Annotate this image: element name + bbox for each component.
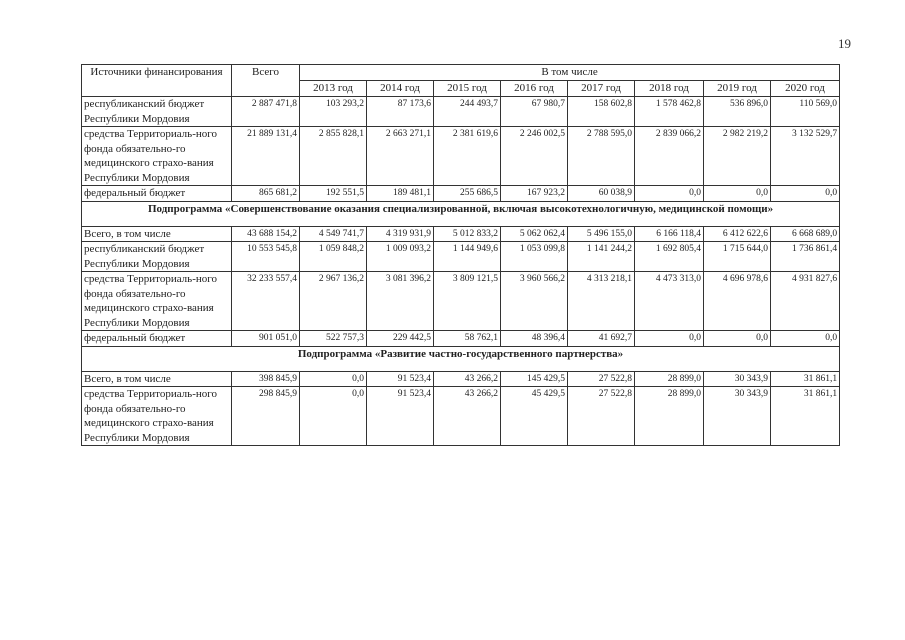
- header-including: В том числе: [300, 65, 840, 81]
- value-cell: 43 266,2: [434, 371, 501, 387]
- source-cell: Всего, в том числе: [82, 226, 232, 242]
- value-cell: 43 266,2: [434, 387, 501, 446]
- header-year: 2016 год: [501, 81, 568, 97]
- value-cell: 60 038,9: [568, 186, 635, 202]
- value-cell: 0,0: [635, 331, 704, 347]
- header-year: 2020 год: [771, 81, 840, 97]
- value-cell: 1 059 848,2: [300, 242, 367, 272]
- value-cell: 4 319 931,9: [367, 226, 434, 242]
- header-row: [82, 65, 840, 81]
- value-cell: 4 473 313,0: [635, 272, 704, 331]
- value-cell: 27 522,8: [568, 371, 635, 387]
- table-row: [82, 127, 840, 186]
- value-cell: 5 012 833,2: [434, 226, 501, 242]
- value-cell: 3 132 529,7: [771, 127, 840, 186]
- value-cell: 32 233 557,4: [232, 272, 300, 331]
- value-cell: 91 523,4: [367, 371, 434, 387]
- value-cell: 31 861,1: [771, 371, 840, 387]
- value-cell: 4 931 827,6: [771, 272, 840, 331]
- value-cell: 4 549 741,7: [300, 226, 367, 242]
- value-cell: 192 551,5: [300, 186, 367, 202]
- subprogram-title: Подпрограмма «Совершенствование оказания специализированной, включая высокотехнологичную, медицинской помощи»: [82, 201, 840, 226]
- value-cell: 167 923,2: [501, 186, 568, 202]
- source-cell: Всего, в том числе: [82, 371, 232, 387]
- header-year: 2018 год: [635, 81, 704, 97]
- value-cell: 0,0: [300, 371, 367, 387]
- value-cell: 3 809 121,5: [434, 272, 501, 331]
- value-cell: 58 762,1: [434, 331, 501, 347]
- value-cell: 27 522,8: [568, 387, 635, 446]
- table-row: [82, 242, 840, 272]
- value-cell: 2 967 136,2: [300, 272, 367, 331]
- value-cell: 522 757,3: [300, 331, 367, 347]
- value-cell: 0,0: [771, 186, 840, 202]
- value-cell: 67 980,7: [501, 97, 568, 127]
- value-cell: 158 602,8: [568, 97, 635, 127]
- value-cell: 0,0: [704, 331, 771, 347]
- value-cell: 28 899,0: [635, 371, 704, 387]
- value-cell: 2 381 619,6: [434, 127, 501, 186]
- source-cell: средства Территориаль-ного фонда обязательно-го медицинского страхо-вания Республики Мордовия: [82, 387, 232, 446]
- value-cell: 28 899,0: [635, 387, 704, 446]
- value-cell: 21 889 131,4: [232, 127, 300, 186]
- header-year: 2019 год: [704, 81, 771, 97]
- source-cell: федеральный бюджет: [82, 186, 232, 202]
- value-cell: 298 845,9: [232, 387, 300, 446]
- value-cell: 865 681,2: [232, 186, 300, 202]
- value-cell: 4 696 978,6: [704, 272, 771, 331]
- value-cell: 43 688 154,2: [232, 226, 300, 242]
- subprogram-row: [82, 201, 840, 226]
- value-cell: 1 144 949,6: [434, 242, 501, 272]
- header-year: 2017 год: [568, 81, 635, 97]
- value-cell: 5 496 155,0: [568, 226, 635, 242]
- value-cell: 229 442,5: [367, 331, 434, 347]
- header-total: Всего: [232, 65, 300, 97]
- value-cell: 189 481,1: [367, 186, 434, 202]
- value-cell: 1 053 099,8: [501, 242, 568, 272]
- value-cell: 1 578 462,8: [635, 97, 704, 127]
- table-row: [82, 97, 840, 127]
- value-cell: 2 982 219,2: [704, 127, 771, 186]
- value-cell: 2 887 471,8: [232, 97, 300, 127]
- value-cell: 31 861,1: [771, 387, 840, 446]
- value-cell: 103 293,2: [300, 97, 367, 127]
- financing-table: [81, 64, 840, 446]
- table-row: [82, 371, 840, 387]
- header-year: 2015 год: [434, 81, 501, 97]
- value-cell: 901 051,0: [232, 331, 300, 347]
- source-cell: средства Территориаль-ного фонда обязательно-го медицинского страхо-вания Республики Мордовия: [82, 127, 232, 186]
- value-cell: 398 845,9: [232, 371, 300, 387]
- value-cell: 3 081 396,2: [367, 272, 434, 331]
- value-cell: 1 692 805,4: [635, 242, 704, 272]
- value-cell: 2 246 002,5: [501, 127, 568, 186]
- value-cell: 244 493,7: [434, 97, 501, 127]
- value-cell: 2 855 828,1: [300, 127, 367, 186]
- source-cell: республиканский бюджет Республики Мордовия: [82, 242, 232, 272]
- source-cell: федеральный бюджет: [82, 331, 232, 347]
- value-cell: 10 553 545,8: [232, 242, 300, 272]
- value-cell: 30 343,9: [704, 371, 771, 387]
- value-cell: 0,0: [771, 331, 840, 347]
- table-row: [82, 186, 840, 202]
- source-cell: средства Территориаль-ного фонда обязательно-го медицинского страхо-вания Республики Мордовия: [82, 272, 232, 331]
- value-cell: 0,0: [704, 186, 771, 202]
- subprogram-title: Подпрограмма «Развитие частно-государственного партнерства»: [82, 346, 840, 371]
- source-cell: республиканский бюджет Республики Мордовия: [82, 97, 232, 127]
- table-row: [82, 387, 840, 446]
- header-year: 2014 год: [367, 81, 434, 97]
- value-cell: 3 960 566,2: [501, 272, 568, 331]
- value-cell: 30 343,9: [704, 387, 771, 446]
- table-row: [82, 226, 840, 242]
- value-cell: 1 736 861,4: [771, 242, 840, 272]
- value-cell: 255 686,5: [434, 186, 501, 202]
- table-row: [82, 331, 840, 347]
- value-cell: 0,0: [635, 186, 704, 202]
- value-cell: 6 668 689,0: [771, 226, 840, 242]
- value-cell: 48 396,4: [501, 331, 568, 347]
- header-source: Источники финансирования: [82, 65, 232, 97]
- value-cell: 0,0: [300, 387, 367, 446]
- value-cell: 536 896,0: [704, 97, 771, 127]
- value-cell: 4 313 218,1: [568, 272, 635, 331]
- value-cell: 110 569,0: [771, 97, 840, 127]
- value-cell: 5 062 062,4: [501, 226, 568, 242]
- value-cell: 145 429,5: [501, 371, 568, 387]
- header-year: 2013 год: [300, 81, 367, 97]
- value-cell: 6 412 622,6: [704, 226, 771, 242]
- subprogram-row: [82, 346, 840, 371]
- value-cell: 1 009 093,2: [367, 242, 434, 272]
- value-cell: 2 839 066,2: [635, 127, 704, 186]
- page-number: 19: [838, 36, 851, 51]
- value-cell: 91 523,4: [367, 387, 434, 446]
- value-cell: 1 715 644,0: [704, 242, 771, 272]
- table-row: [82, 272, 840, 331]
- value-cell: 2 663 271,1: [367, 127, 434, 186]
- value-cell: 6 166 118,4: [635, 226, 704, 242]
- value-cell: 41 692,7: [568, 331, 635, 347]
- value-cell: 45 429,5: [501, 387, 568, 446]
- value-cell: 87 173,6: [367, 97, 434, 127]
- value-cell: 1 141 244,2: [568, 242, 635, 272]
- value-cell: 2 788 595,0: [568, 127, 635, 186]
